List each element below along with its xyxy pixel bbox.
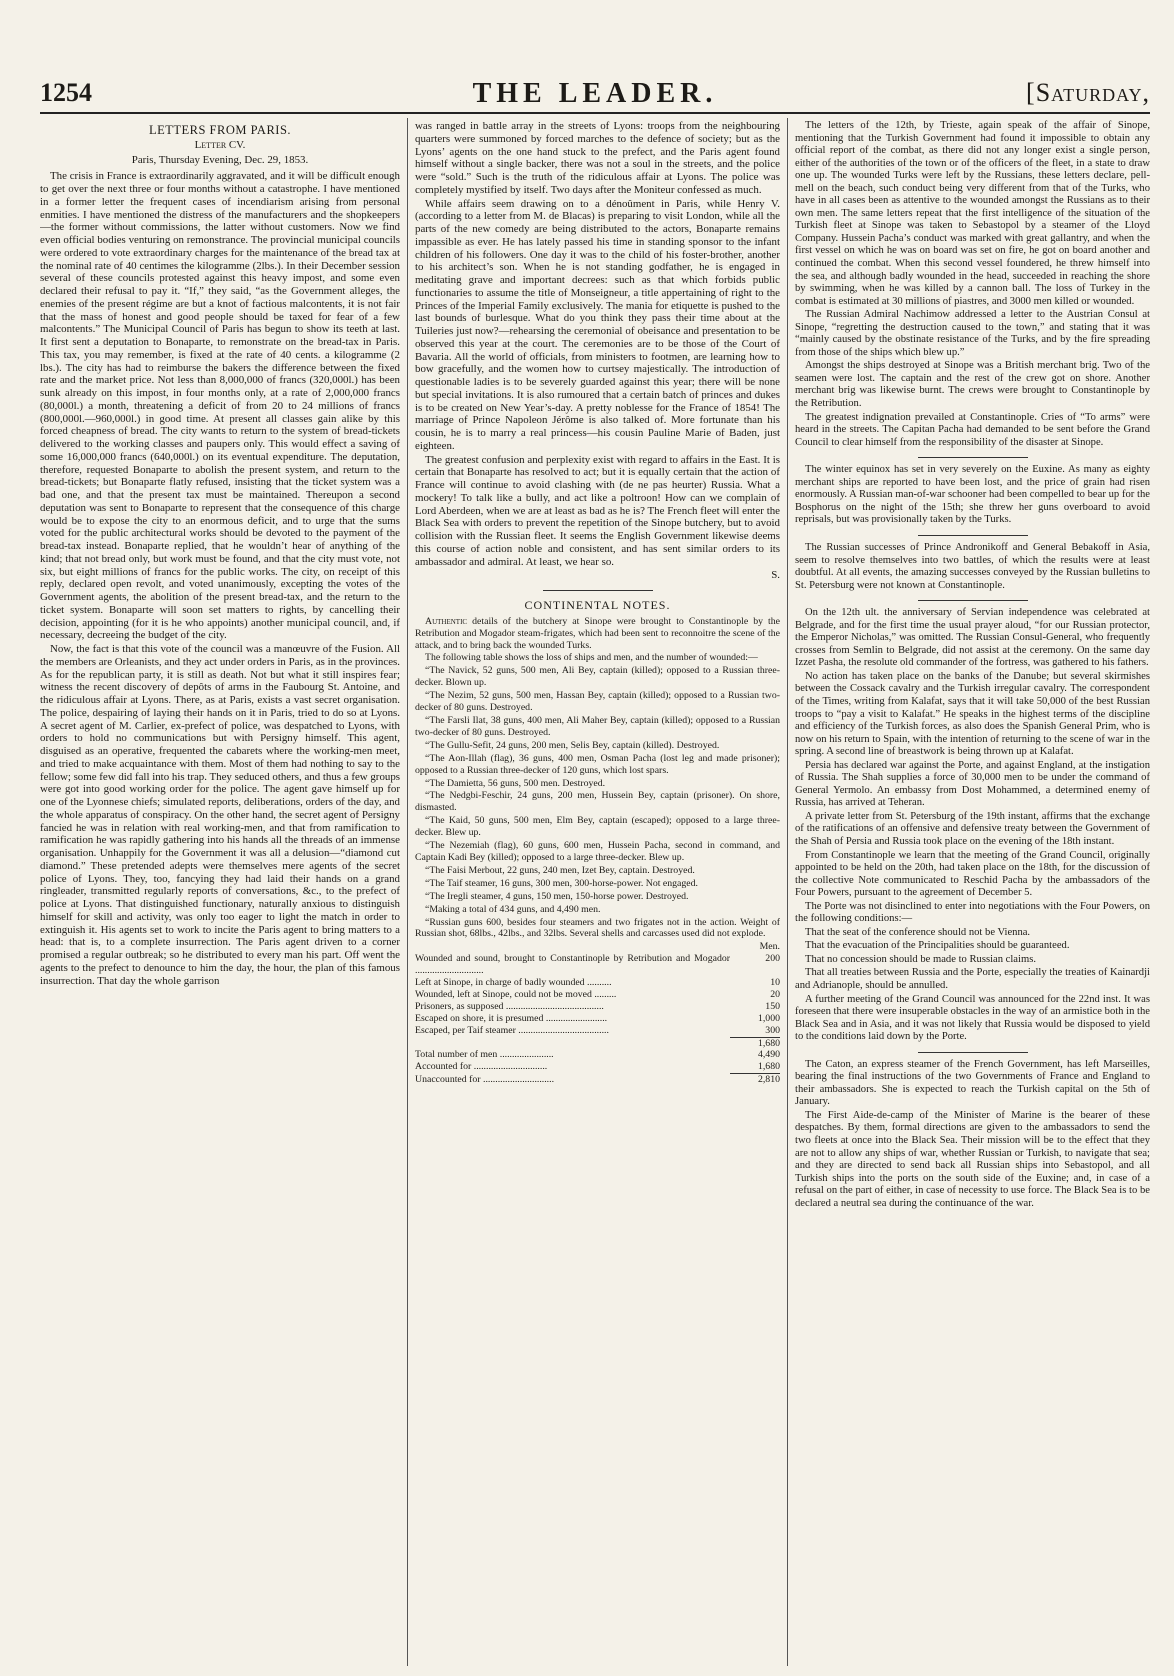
masthead-rule (40, 112, 1150, 114)
row-label (415, 1037, 730, 1049)
article-paragraph: “The Damietta, 56 guns, 500 men. Destroyed. (425, 777, 606, 789)
table-row (415, 1037, 780, 1049)
article-paragraph: “The Iregli steamer, 4 guns, 150 men, 150-horse power. Destroyed. (425, 890, 689, 902)
article-paragraph: A further meeting of the Grand Council was announced for the 22nd inst. It was foreseen that there were insuperable obstacles in the way of an armistice both in the Black Sea and in Asia, and it was not likely that Russia would be disposed to yield to the conditions laid down by the Porte. (795, 993, 1150, 1043)
row-value: 200 (765, 953, 780, 965)
column-1 (40, 120, 400, 1665)
letter-number: Letter CV. (194, 138, 246, 151)
row-value: 150 (765, 1000, 780, 1012)
article-paragraph: “The Nezemiah (flag), 60 guns, 600 men, Hussein Pacha, second in command, and Captain Kadi Bey (killed); opposed to a large three-decker. Blew up. (415, 840, 780, 863)
row-label: Total number of men ...................... (415, 1049, 554, 1061)
article-paragraph: Persia has declared war against the Porte, and against England, at the instigation of Russia. The Shah supplies a force of 30,000 men to be under the command of General Yermolo. An embassy from Dost Mohammed, a determined enemy of Russia, has arrived at Teheran. (795, 759, 1150, 809)
article-paragraph: “The Nedgbi-Feschir, 24 guns, 200 men, Hussein Bey, captain (prisoner). On shore, dismasted. (415, 790, 780, 814)
table-row (415, 1013, 780, 1025)
row-label: Wounded and sound, brought to Constantinople by Retribution and Mogador ............................ (415, 953, 730, 977)
section-separator (918, 600, 1028, 601)
table-intro: The following table shows the loss of ships and men, and the number of wounded:— (425, 652, 758, 664)
masthead (40, 78, 1150, 108)
row-label: Wounded, left at Sinope, could not be moved ......... (415, 988, 617, 1000)
column-2 (415, 120, 780, 1665)
column-divider (407, 118, 408, 1666)
row-label: Unaccounted for ............................. (415, 1073, 555, 1085)
article-paragraph: “Making a total of 434 guns, and 4,490 men. (425, 903, 601, 915)
row-value: 1,680 (757, 1061, 780, 1073)
letters-heading: LETTERS FROM PARIS. (148, 123, 292, 137)
article-paragraph: The First Aide-de-camp of the Minister of Marine is the bearer of these despatches. By them, formal directions are given to the ambassadors to send the two fleets at once into the Black Sea. Their mission will be to the effect that they are not to allow any ships of war, whether Russian or Turkish, to navigate that sea; and they are directed to send back all Russian ships into Sebastopol, and all Turkish ships into the ports on the south side of the Euxine; and, in case of a refusal on the part of either, in case of necessity to use force. The Black Sea is to be declared a neutral sea during the continuance of the war. (795, 1109, 1150, 1209)
page-number: 1254 (40, 78, 92, 107)
article-paragraph: That the evacuation of the Principalities should be guaranteed. (805, 940, 1070, 952)
table-row (415, 1025, 780, 1037)
article-paragraph: The letters of the 12th, by Trieste, again speak of the affair of Sinope, mentioning that the Turkish Government had found it impossible to obtain any official report of the combat, as there did not any longer exist a single person, either of the authorities of the town or of the officers of the fleet, in a state to draw one up. The wounded Turks were left by the Russians, these letters declare, pell-mell on the beach, such conduct being very different from that of the Turks, who have in all cases been as attentive to the wounded amongst the Russians as to their own men. The same letters repeat that the first intelligence of the situation of the Turkish fleet at Sinope was taken to Sebastopol by a steamer of the Lloyd Company. Hussein Pacha’s conduct was marked with great gallantry, and when the first vessel on which he was on board was set on fire, he got on board another and continued the combat. When this second vessel foundered, he threw himself into the sea, and although badly wounded in the head, succeeded in reaching the shore by swimming, when he was killed by a cannon ball. The loss of Turkey in the combat is estimated at 30 millions of piastres, and 3000 men killed or wounded. (795, 120, 1150, 307)
article-paragraph: The winter equinox has set in very severely on the Euxine. As many as eighty merchant ships are reported to have been lost, and the price of grain had risen enormously. A Russian man-of-war schooner had been compelled to bear up for the Bosphorus on the night of the 15th; she threw her guns overboard to avoid reprisals, but was provisionally taken by the Turks. (795, 464, 1150, 526)
letter-signature: S. (771, 569, 780, 582)
article-paragraph: “The Farsli Ilat, 38 guns, 400 men, Ali Maher Bey, captain (killed); opposed to a Russian two-decker of 80 guns. Destroyed. (415, 715, 780, 738)
article-paragraph: From Constantinople we learn that the meeting of the Grand Council, originally appointed to be held on the 20th, had taken place on the 18th, for the discussion of the collective Note communicated to Reschid Pacha by the ambassadors of the Four Powers, pursuant to the agreement of December 5. (795, 849, 1150, 899)
issue-day: [Saturday, (1026, 78, 1150, 107)
table-row (415, 977, 780, 989)
article-paragraph: That no concession should be made to Russian claims. (805, 953, 1036, 965)
intro-text: details of the butchery at Sinope were brought to Constantinople by the Retribution and Mogador steam-frigates, which had been sent to reconnoitre the scene of the attack, and to bring back the wounded Turks. (415, 615, 780, 651)
article-paragraph: While affairs seem drawing on to a dénoûment in Paris, while Henry V. (according to a letter from M. de Blacas) is preparing to visit London, while all the parts of the new comedy are being distributed to the actors, Bonaparte remains impassible as ever. He has lately passed his time in standing sponsor to the infant children of his followers. One day it was to the child of his foster-brother, another to his architect’s son. When he is not standing godfather, he is engaged in meditating grave and important decrees: such as that which forbids public functionaries to assume the title of Monseigneur, a title appertaining of right to the Princes of the Imperial Family exclusively. The mania for etiquette is pushed to the last bounds of burlesque. What do you think they pass their time about at the Tuileries just now?—rehearsing the ceremonial of obeisance and presentation to be observed this year at the court. The ceremonies are to be those of the Court of Bavaria. All the world of officials, from ministers to footmen, are learning how to bow gracefully, and the women how to curtsey majestically. The introduction of questionable ladies is to be severely guarded against this year; there will be none but special invitations. It is also rumoured that a certain batch of princes and dukes is to be created on New Year’s-day. A pretty noblesse for the France of 1854! The marriage of Prince Napoleon Jérôme is also talked of. More fortunate than his cousin, he is to marry a real princess—his cousin Pauline Marie of Baden, just eighteen. (415, 197, 780, 452)
section-separator (918, 535, 1028, 536)
row-value: 2,810 (730, 1074, 780, 1086)
men-label: Men. (759, 941, 780, 953)
article-paragraph: That all treaties between Russia and the Porte, especially the treaties of Kainardji and Adrianople, should be annulled. (795, 967, 1150, 991)
article-paragraph: “The Faisi Merbout, 22 guns, 240 men, Izet Bey, captain. Destroyed. (425, 864, 695, 876)
continental-heading: CONTINENTAL NOTES. (524, 598, 671, 612)
row-value: 10 (770, 977, 780, 989)
row-value: 1,680 (730, 1037, 780, 1049)
section-separator (918, 457, 1028, 458)
section-separator (918, 1052, 1028, 1053)
article-paragraph: “The Kaid, 50 guns, 500 men, Elm Bey, captain (escaped); opposed to a large three-decker. Blew up. (415, 815, 780, 839)
row-label: Prisoners, as supposed ........................................ (415, 1000, 604, 1012)
article-paragraph: “The Aon-Illah (flag), 36 guns, 400 men, Osman Pacha (lost leg and made prisoner); opposed to a Russian three-decker of 120 guns, which lost spars. (415, 752, 780, 776)
row-label: Escaped on shore, it is presumed ......................... (415, 1012, 608, 1024)
article-paragraph: That the seat of the conference should not be Vienna. (805, 926, 1031, 938)
article-paragraph: “The Taif steamer, 16 guns, 300 men, 300-horse-power. Not engaged. (425, 877, 698, 889)
article-paragraph: The Russian successes of Prince Andronikoff and General Bebakoff in Asia, seem to resolve themselves into two battles, of which the results were at least doubtful. At all events, the amazing successes conveyed by the Russian bulletins to St. Petersburg were not known at Constantinople. (795, 541, 1150, 591)
table-row (415, 1074, 780, 1086)
row-label: Escaped, per Taif steamer ..................................... (415, 1024, 609, 1036)
article-paragraph: The Russian Admiral Nachimow addressed a letter to the Austrian Consul at Sinope, “regretting the destruction caused to the town,” and stating that it was “mainly caused by the obstinate resistance of the Turks, and by the fire spreading from those of the ships which blew up.” (795, 309, 1150, 358)
article-paragraph: The Caton, an express steamer of the French Government, has left Marseilles, bearing the final instructions of the two Governments of France and England to their ambassadors. She is expected to reach the Turkish capital on the 5th of January. (795, 1058, 1150, 1108)
letter-dateline: Paris, Thursday Evening, Dec. 29, 1853. (131, 153, 309, 166)
column-3 (795, 120, 1150, 1665)
article-paragraph: A private letter from St. Petersburg of the 19th instant, affirms that the exchange of the ratifications of an offensive and defensive treaty between the Government of the Shah of Persia and Russia took place on the evening of the 18th instant. (795, 810, 1150, 847)
article-paragraph: “The Nezim, 52 guns, 500 men, Hassan Bey, captain (killed); opposed to a Russian two-decker of 80 guns. Destroyed. (415, 690, 780, 714)
article-paragraph: Amongst the ships destroyed at Sinope was a British merchant brig. Two of the seamen were lost. The captain and the rest of the crew got on shore. Another merchant brig was likewise burnt. The crews were brought to Constantinople by the Retribution. (795, 360, 1150, 410)
intro-lead: Authentic (425, 615, 468, 627)
ships-list (415, 665, 780, 940)
article-paragraph: The greatest indignation prevailed at Constantinople. Cries of “To arms” were heard in the streets. The Capitan Pacha had demanded to be sent before the Grand Council to clear himself from the responsibility of the disaster at Sinope. (795, 411, 1150, 448)
article-paragraph: “Russian guns 600, besides four steamers and two frigates not in the action. Weight of Russian shot, 68lbs., 42lbs., and 32lbs. Several shells and carcasses used did not explode. (415, 916, 780, 940)
section-separator (543, 590, 653, 591)
table-row (415, 1049, 780, 1061)
article-paragraph: The Porte was not disinclined to enter into negotiations with the Four Powers, on the following conditions:— (795, 900, 1150, 925)
row-label: Left at Sinope, in charge of badly wounded .......... (415, 977, 612, 989)
continental-intro (415, 616, 780, 652)
article-paragraph: On the 12th ult. the anniversary of Servian independence was celebrated at Belgrade, and for the first time the usual prayer aloud, “for our Russian protector, the Emperor Nicholas,” was omitted. The Russian Consul-General, who frequently crosses from Semlin to Belgrade, did not assist at the ceremony. On the same day Izzet Pasha, the resolute old commander of the fortress, was gathered to his fathers. (795, 607, 1150, 669)
article-paragraph: The greatest confusion and perplexity exist with regard to affairs in the East. It is certain that Bonaparte has resolved to act; but it is equally certain that the action of France will continue to avoid clashing with (de ne pas heurter) Russia. What a mockery! To talk like a bully, and act like a poltroon! How can we complain of Lord Aberdeen, when we are at least as bad as he is? The French fleet will enter the Black Sea with orders to prevent the repetition of the Sinope butchery, but to avoid collision with the Russian fleet. It seems the English Government likewise deems this course of action noble and consistent, and has sent similar orders to its ambassador and admiral. At least, we hear so. (415, 453, 780, 568)
row-value: 300 (765, 1024, 780, 1036)
row-value: 4,490 (757, 1049, 780, 1061)
row-value: 20 (770, 988, 780, 1000)
article-paragraph: The crisis in France is extraordinarily aggravated, and it will be difficult enough to get over the next three or four months without a catastrophe. I have mentioned in a former letter the frequent cases of incendiarism arising from personal enmities. I have mentioned the distress of the manufacturers and the shopkeepers—the former without commissions, the latter without customers. Now we find even official bodies venturing on remonstrance. The provincial municipal councils were ordered to vote extraordinary charges for the maintenance of the bread tax at the nominal rate of 40 centimes the kilogramme (2lbs.). In their December session several of these councils protested against this heavy impost, and some even declared their refusal to pay it. “If,” they said, “as the Government alleges, the enemies of the present régime are but a knot of factious malcontents, it is not fair that the mass of honest and good people should be taxed for fear of a few malcontents.” The Municipal Council of Paris has begun to show its teeth at last. It first sent a deputation to Bonaparte, to remonstrate on the bread-tax in Paris. This tax, you may remember, is fixed at the rate of 40 cents. a kilogramme (2 lbs.). The city has had to reimburse the bakers the difference between the fixed rate and the market price. Not less than 8,000,000 of francs (320,000l.) has been sunk already on this impost, in four months only, at a rate of 2,000,000 francs (80,000l.) a month, threatening a deficit of from 20 to 24 millions of francs (800,000l.—960,000l.) in good time. At present all classes gain alike by this forced cheapness of bread. The city wants to return to the system of bread-tickets delivered to the working classes and paupers only. This would effect a saving of some 16,000,000 francs (640,000l.) on its eventual expenditure. The deputation, therefore, requested Bonaparte to abolish the present system, and return to the bread-tickets; but Bonaparte flatly refused, insisting that the ticket system was a bad one, and that the present tax must be maintained. Thereupon a second deputation was sent to Bonaparte to represent that the consequence of this charge would be to expose the city to an enormous deficit, and to urge that the sums voted for the public architectural works should be devoted to the payment of the bread-tax instead. Bonaparte replied, that he wouldn’t hear of anything of the kind; that not bread only, but work must be found, and that the city must vote, not six, but eight millions of francs for the public works. The city, on receipt of this reply, declared open revolt, and voted unanimously, excepting the votes of the Government agents, the abolition of the present bread-tax, and the return to the ticket system. Bonaparte will soon set matters to rights, by cancelling their decision, appointing (for it is he who appoints) another municipal council, and, if necessary, decreeing the budget of the city. (40, 170, 400, 642)
table-row (415, 989, 780, 1001)
table-row (415, 1061, 780, 1073)
newspaper-title: THE LEADER. (472, 78, 718, 109)
article-paragraph: was ranged in battle array in the streets of Lyons: troops from the neighbouring quarters were summoned by forced marches to the defence of society; but as the Lyons’ agents on the one hand stuck to the prefect, and the Paris agent found himself without a single backer, there was not a soul in the streets, and the police were “sold.” Such is the truth of the ridiculous affair at Lyons. The police was completely mystified by itself. Two days after the Moniteur confessed as much. (415, 120, 780, 196)
casualty-table (415, 953, 780, 1086)
row-label: Accounted for .............................. (415, 1061, 548, 1073)
table-row (415, 953, 780, 977)
column-divider (787, 118, 788, 1666)
article-paragraph: No action has taken place on the banks of the Danube; but several skirmishes between the Cossack cavalry and the Turkish irregular cavalry. The correspondent of the Times, writing from Kalafat, says that it will take 50,000 of the best Russian troops to “pay a visit to Kalafat.” He speaks in the highest terms of the discipline and efficiency of the Turkish forces, as also does the Spanish General Prim, who is now on his return to Spain, with the intention of returning to the scene of war in the spring. A second line of breastwork is being thrown up at Kalafat. (795, 670, 1150, 758)
row-value: 1,000 (757, 1012, 780, 1024)
table-row (415, 1001, 780, 1013)
article-paragraph: “The Gullu-Sefit, 24 guns, 200 men, Selis Bey, captain (killed). Destroyed. (425, 739, 720, 751)
article-paragraph: Now, the fact is that this vote of the council was a manœuvre of the Fusion. All the members are Orleanists, and they act under orders in Paris, as in the provinces. As for the republican party, it is still as death. Not but what it still inspires fear; witness the recent discovery of depôts of arms in the Faubourg St. Antoine, and the ridiculous affair at Lyons. There, as at Paris, exists a vast secret organisation. The police, despairing of laying their hands on it in Paris, tried to do so at Lyons. A secret agent of M. Carlier, ex-prefect of police, was despatched to Lyons, with orders to hold no communications but with Persigny himself. This agent, disguised as an operative, frequented the cabarets where the working-men meet, and tried to make acquaintance with them. Most of them had nothing to say to the fellow; some few did fall into his trap. They seduced others, and thus a few groups were got into good working order for the police. The agent gave himself up for one of the Lyonnese chiefs; simulated reports, deliberations, orders of the day, and the whole apparatus of conspiracy. On the other hand, the secret agent of Persigny fancied he was in relation with real working-men, and that from ramification to ramification he was rapidly gathering into his hands all the threads of an immense organisation. Unhappily for the Government it was all a delusion—“diamond cut diamond.” These pretended adepts were themselves mere agents of the secret police of Lyons. They, too, fancying they had laid their hands on a grand ringleader, transmitted regularly reports of conversations, &c., to the prefect of police at Lyons. That distinguished functionary, naturally anxious to distinguish himself for skill and activity, was only too eager to light the match in order to extinguish it. His agents set to work to incite the Paris agent to bring matters to a head: that is, to a complete insurrection. The Paris agent driven to a corner promised a regular outbreak; so he distributed to every man his part. Off went the agents to the prefect to denounce to him the day, the hour, the plan of this famous insurrection. That day the whole garrison (40, 643, 400, 987)
article-paragraph: “The Navick, 52 guns, 500 men, Ali Bey, captain (killed); opposed to a Russian three-decker. Blown up. (415, 665, 780, 689)
